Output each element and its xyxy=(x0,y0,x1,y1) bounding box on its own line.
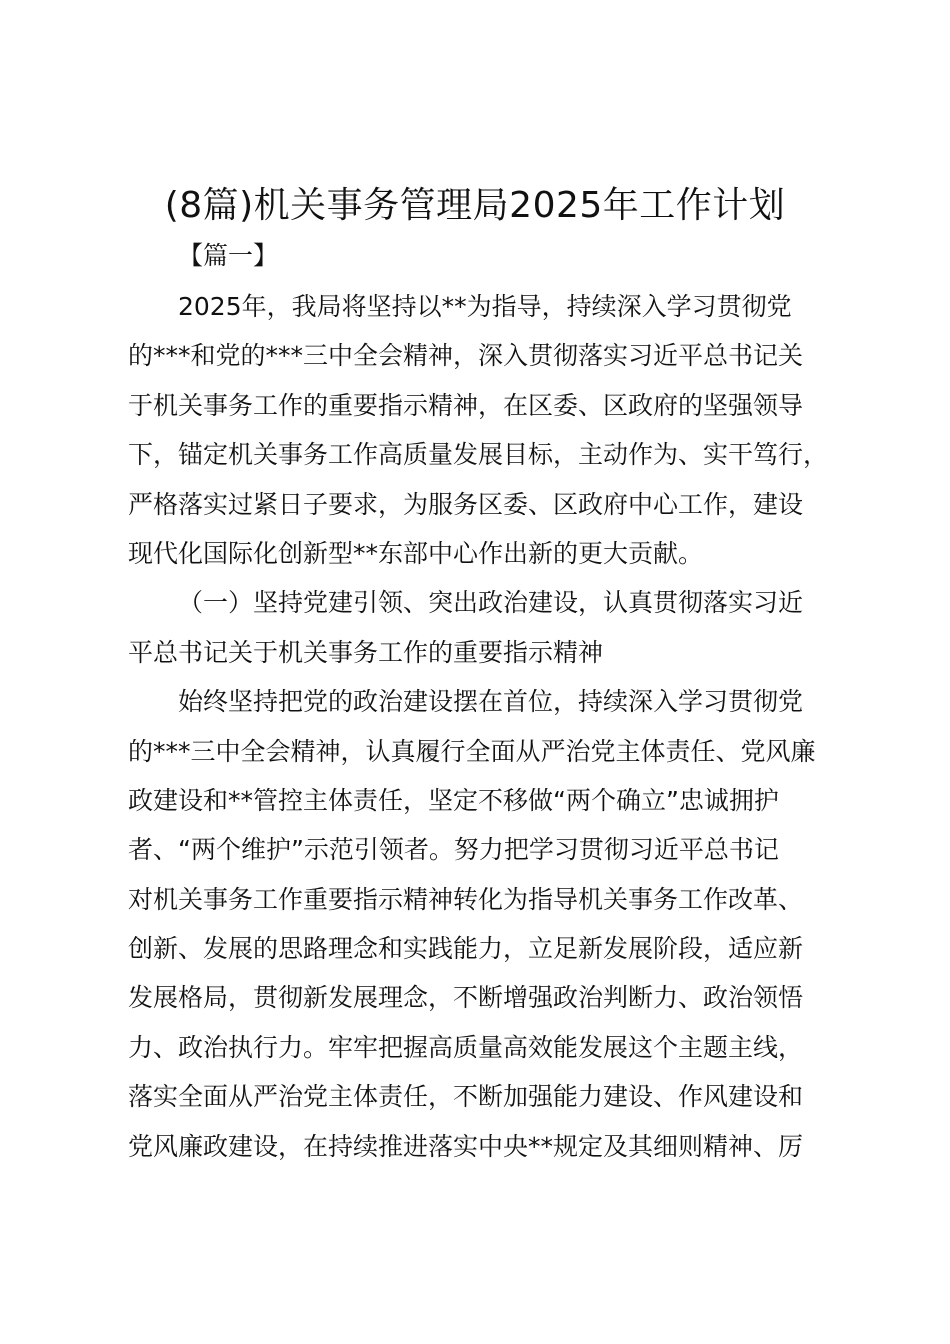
section-tag: 【篇一】 xyxy=(178,241,279,270)
paragraph-line: 于机关事务工作的重要指示精神，在区委、区政府的坚强领导 xyxy=(128,390,804,420)
paragraph-line: 发展格局，贯彻新发展理念，不断增强政治判断力、政治领悟 xyxy=(128,983,804,1013)
paragraph-line: 的***三中全会精神，认真履行全面从严治党主体责任、党风廉 xyxy=(128,736,816,766)
paragraph-line: 严格落实过紧日子要求，为服务区委、区政府中心工作，建设 xyxy=(128,489,804,519)
paragraph-line: 落实全面从严治党主体责任，不断加强能力建设、作风建设和 xyxy=(128,1082,804,1112)
paragraph-line: 2025年，我局将坚持以**为指导，持续深入学习贯彻党 xyxy=(178,292,792,321)
paragraph-line: 力、政治执行力。牢牢把握高质量高效能发展这个主题主线， xyxy=(128,1032,804,1062)
paragraph-line: 对机关事务工作重要指示精神转化为指导机关事务工作改革、 xyxy=(128,884,804,914)
paragraph-line: 政建设和**管控主体责任，坚定不移做“两个确立”忠诚拥护 xyxy=(128,785,779,815)
paragraph-line: 的***和党的***三中全会精神，深入贯彻落实习近平总书记关 xyxy=(128,341,804,371)
paragraph-line: 创新、发展的思路理念和实践能力，立足新发展阶段，适应新 xyxy=(128,934,804,964)
document-body xyxy=(128,282,832,1171)
paragraph-line: 下，锚定机关事务工作高质量发展目标，主动作为、实干笃行， xyxy=(128,440,829,470)
section-heading-line: 平总书记关于机关事务工作的重要指示精神 xyxy=(128,637,604,667)
paragraph-line: 现代化国际化创新型**东部中心作出新的更大贡献。 xyxy=(128,538,704,568)
paragraph-line: 者、“两个维护”示范引领者。努力把学习贯彻习近平总书记 xyxy=(128,835,779,865)
paragraph-line: 始终坚持把党的政治建设摆在首位，持续深入学习贯彻党 xyxy=(178,687,804,717)
paragraph-line: 党风廉政建设，在持续推进落实中央**规定及其细则精神、厉 xyxy=(128,1131,804,1161)
document-title: (8篇)机关事务管理局2025年工作计划 xyxy=(164,185,786,226)
section-heading-line: （一）坚持党建引领、突出政治建设，认真贯彻落实习近 xyxy=(178,588,804,618)
